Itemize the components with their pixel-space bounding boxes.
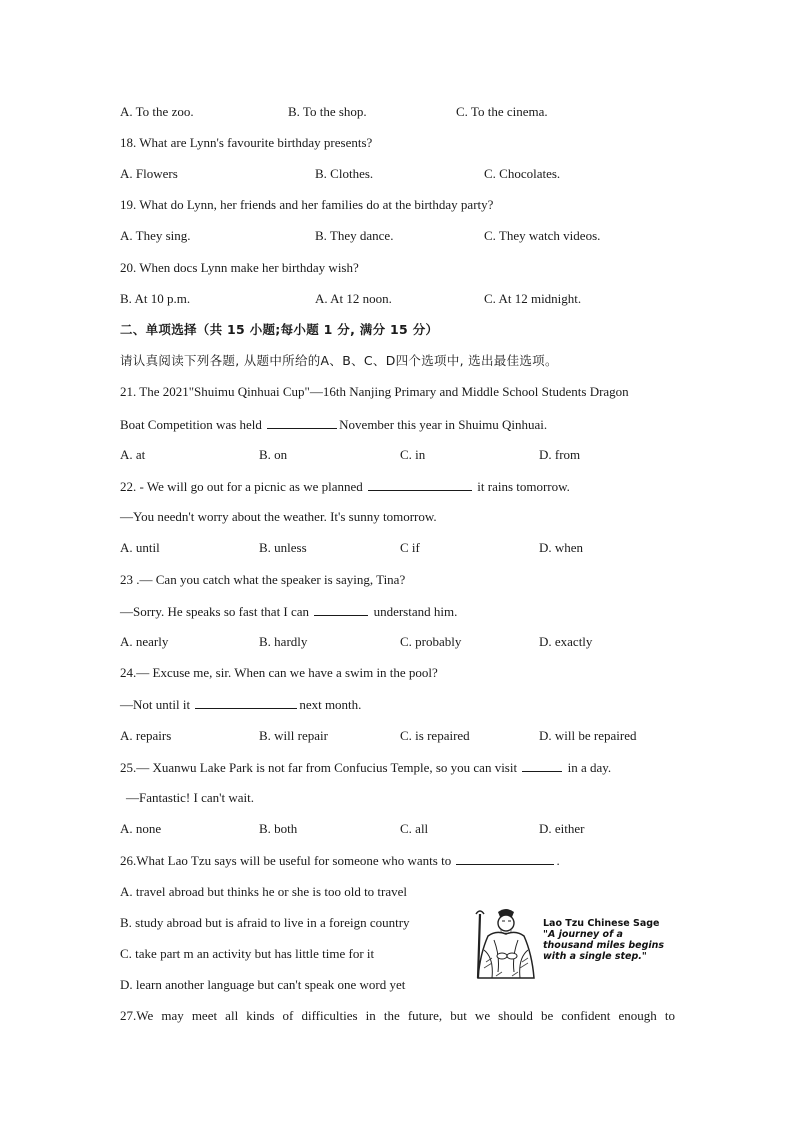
q19-option-b: B. They dance. [315, 228, 394, 243]
q24-reply-post: next month. [299, 697, 362, 712]
quote-line-3: with a single step." [543, 951, 647, 962]
q26-blank [456, 852, 554, 865]
q24-option-a: A. repairs [120, 728, 172, 743]
q25-options [120, 821, 720, 837]
q20-option-1: B. At 10 p.m. [120, 291, 191, 306]
q18-option-c: C. Chocolates. [484, 166, 561, 181]
q23-reply [120, 603, 457, 620]
q24-stem: 24.— Excuse me, sir. When can we have a swim in the pool? [120, 665, 438, 680]
q23-stem: 23 .— Can you catch what the speaker is saying, Tina? [120, 572, 406, 587]
q22-options [120, 540, 720, 556]
q25-stem [120, 759, 611, 776]
q22-option-d: D. when [539, 540, 584, 555]
figure-caption: Lao Tzu Chinese Sage [543, 918, 660, 929]
q22-stem-pre: 22. - We will go out for a picnic as we planned [120, 479, 367, 494]
quote-line-2: thousand miles begins [543, 940, 665, 951]
q18-option-b: B. Clothes. [315, 166, 374, 181]
q26-option-c: C. take part m an activity but has little time for it [120, 946, 375, 961]
q27-stem: 27.We may meet all kinds of difficulties in the future, but we should be confident enough to [120, 1008, 675, 1023]
q24-option-c: C. is repaired [400, 728, 470, 743]
q19-option-a: A. They sing. [120, 228, 191, 243]
lao-tzu-portrait-icon [472, 906, 542, 980]
q25-option-a: A. none [120, 821, 162, 836]
q21-options [120, 447, 720, 463]
q26-stem-pre: 26.What Lao Tzu says will be useful for someone who wants to [120, 853, 455, 868]
q23-options [120, 634, 720, 650]
q24-options [120, 728, 720, 744]
q18-options [120, 166, 720, 182]
q18-stem: 18. What are Lynn's favourite birthday presents? [120, 135, 373, 150]
q20-options [120, 291, 720, 307]
q26-stem [120, 852, 560, 869]
q19-options [120, 228, 720, 244]
q25-option-b: B. both [259, 821, 298, 836]
q21-option-c: C. in [400, 447, 426, 462]
q26-option-b: B. study abroad but is afraid to live in a foreign country [120, 915, 410, 930]
q19-option-c: C. They watch videos. [484, 228, 601, 243]
q24-blank [195, 696, 297, 709]
quote-line-1: "A journey of a [543, 929, 623, 940]
q25-option-c: C. all [400, 821, 429, 836]
q22-option-c: C if [400, 540, 420, 555]
q22-reply: —You needn't worry about the weather. It's sunny tomorrow. [120, 509, 437, 524]
q25-reply: —Fantastic! I can't wait. [126, 790, 254, 805]
q23-option-a: A. nearly [120, 634, 169, 649]
q17-option-a: A. To the zoo. [120, 104, 194, 119]
q20-stem: 20. When docs Lynn make her birthday wish? [120, 260, 359, 275]
q17-option-b: B. To the shop. [288, 104, 367, 119]
q25-option-d: D. either [539, 821, 585, 836]
q22-option-b: B. unless [259, 540, 307, 555]
q19-stem: 19. What do Lynn, her friends and her families do at the birthday party? [120, 197, 494, 212]
q25-blank [522, 759, 562, 772]
q21-option-d: D. from [539, 447, 581, 462]
q24-reply [120, 696, 361, 713]
q20-option-3: C. At 12 midnight. [484, 291, 582, 306]
q17-option-c: C. To the cinema. [456, 104, 548, 119]
lao-tzu-quote-block [543, 918, 673, 962]
q21-stem-line2 [120, 416, 547, 433]
q17-options [120, 104, 720, 120]
q22-blank [368, 478, 472, 491]
section-instruction: 请认真阅读下列各题, 从题中所给的A、B、C、D四个选项中, 选出最佳选项。 [120, 353, 558, 368]
q23-option-d: D. exactly [539, 634, 593, 649]
q22-stem [120, 478, 570, 495]
q25-stem-pre: 25.— Xuanwu Lake Park is not far from Confucius Temple, so you can visit [120, 760, 521, 775]
section-heading: 二、单项选择（共 15 小题;每小题 1 分, 满分 15 分） [120, 322, 439, 337]
q22-option-a: A. until [120, 540, 160, 555]
lao-tzu-figure [472, 906, 672, 980]
q21-blank [267, 416, 337, 429]
q26-option-a: A. travel abroad but thinks he or she is too old to travel [120, 884, 408, 899]
q24-reply-pre: —Not until it [120, 697, 194, 712]
q26-option-d: D. learn another language but can't speak one word yet [120, 977, 406, 992]
q20-option-2: A. At 12 noon. [315, 291, 392, 306]
q21-option-a: A. at [120, 447, 146, 462]
q22-stem-post: it rains tomorrow. [474, 479, 570, 494]
q23-reply-post: understand him. [370, 604, 458, 619]
q18-option-a: A. Flowers [120, 166, 178, 181]
q21-stem-pre: Boat Competition was held [120, 417, 266, 432]
q23-blank [314, 603, 368, 616]
q21-option-b: B. on [259, 447, 288, 462]
q21-stem-post: November this year in Shuimu Qinhuai. [339, 417, 548, 432]
q21-stem-line1: 21. The 2021"Shuimu Qinhuai Cup"—16th Nanjing Primary and Middle School Students Dragon [120, 384, 629, 399]
q23-reply-pre: —Sorry. He speaks so fast that I can [120, 604, 313, 619]
q24-option-d: D. will be repaired [539, 728, 637, 743]
q23-option-b: B. hardly [259, 634, 308, 649]
q24-option-b: B. will repair [259, 728, 328, 743]
q25-stem-post: in a day. [564, 760, 612, 775]
q23-option-c: C. probably [400, 634, 462, 649]
q26-stem-post: . [556, 853, 560, 868]
